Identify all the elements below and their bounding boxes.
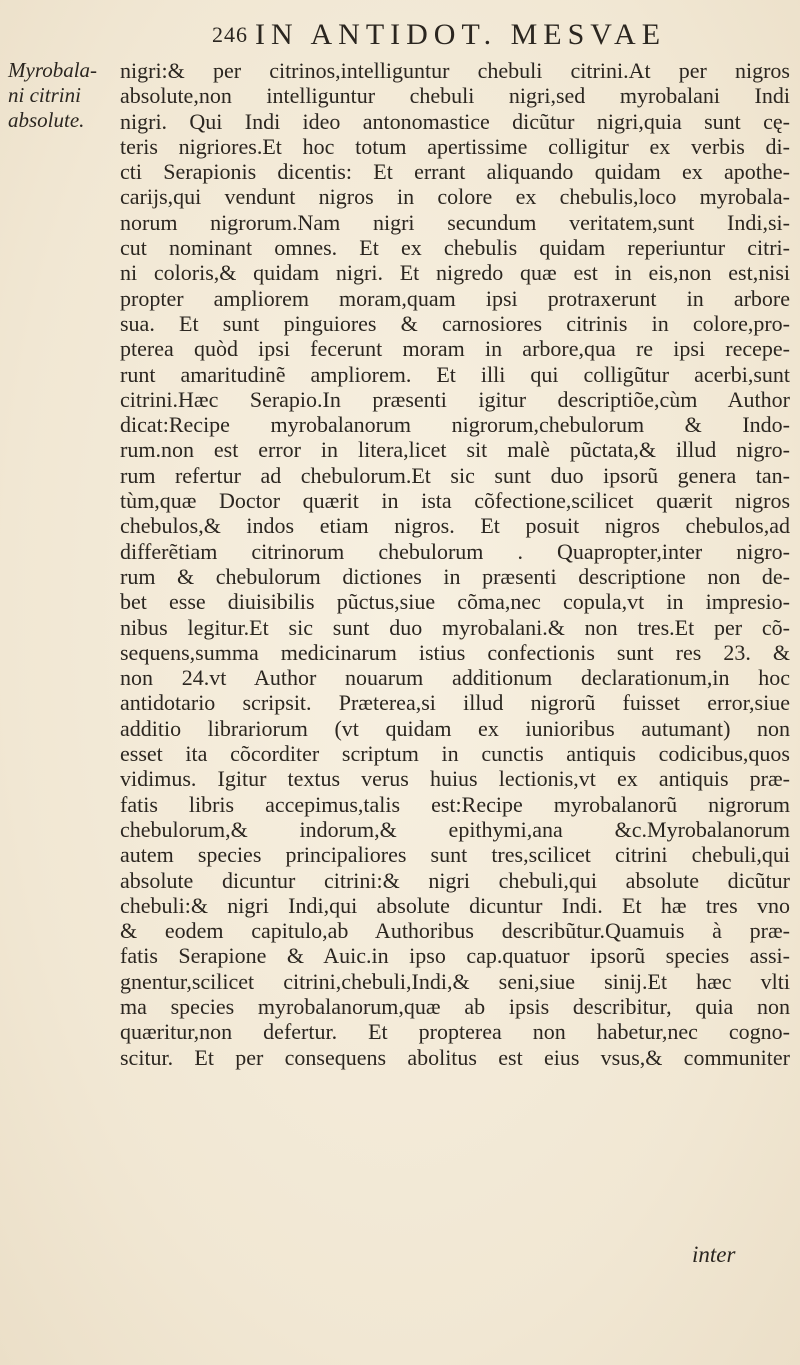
text-line: chebuli:& nigri Indi,qui absolute dicuntur Indi. Et hæ tres vno [120, 892, 790, 918]
text-line: rum refertur ad chebulorum.Et sic sunt duo ipsorũ genera tan- [120, 462, 790, 488]
text-line: differẽtiam citrinorum chebulorum . Quapropter,inter nigro- [120, 538, 790, 564]
text-line: quæritur,non defertur. Et propterea non habetur,nec cogno- [120, 1019, 790, 1045]
text-line: propter ampliorem moram,quam ipsi protraxerunt in arbore [120, 285, 790, 311]
text-line: tùm,quæ Doctor quærit in ista cõfectione,scilicet quærit nigros [120, 488, 790, 514]
text-line: & eodem capitulo,ab Authoribus describũtur.Quamuis à præ- [120, 918, 790, 944]
text-line: cti Serapionis dicentis: Et errant aliquando quidam ex apothe- [120, 159, 790, 185]
text-line: teris nigriores.Et hoc totum apertissime colligitur ex verbis di- [120, 133, 790, 159]
text-line: absolute dicuntur citrini:& nigri chebuli,qui absolute dicũtur [120, 867, 790, 893]
text-line: pterea quòd ipsi fecerunt moram in arbore,qua re ipsi recepe- [120, 336, 790, 362]
text-line: nigri:& per citrinos,intelliguntur chebuli citrini.At per nigros [120, 58, 790, 83]
text-line: sequens,summa medicinarum istius confectionis sunt res 23. & [120, 639, 790, 665]
margin-note [8, 58, 124, 133]
text-line: ni coloris,& quidam nigri. Et nigredo quæ est in eis,non est,nisi [120, 260, 790, 286]
text-line: nigri. Qui Indi ideo antonomastice dicũtur nigri,quia sunt cę- [120, 108, 790, 134]
page-number: 246 [212, 22, 248, 47]
text-line: fatis Serapione & Auic.in ipso cap.quatuor ipsorũ species assi- [120, 943, 790, 969]
catchword: inter [692, 1242, 736, 1267]
running-title: IN ANTIDOT. MESVAE [255, 18, 667, 51]
text-line: esset ita cõcorditer scriptum in cunctis antiquis codicibus,quos [120, 741, 790, 767]
text-line: sua. Et sunt pinguiores & carnosiores citrinis in colore,pro- [120, 310, 790, 336]
text-line: nibus legitur.Et sic sunt duo myrobalani.& non tres.Et per cõ- [120, 614, 790, 640]
text-line: dicat:Recipe myrobalanorum nigrorum,chebulorum & Indo- [120, 412, 790, 438]
body-text [120, 58, 790, 1070]
running-head [0, 14, 800, 54]
text-line: absolute,non intelliguntur chebuli nigri,sed myrobalani Indi [120, 83, 790, 109]
text-line: rum.non est error in litera,licet sit malè pũctata,& illud nigro- [120, 437, 790, 463]
text-line: vidimus. Igitur textus verus huius lectionis,vt ex antiquis præ- [120, 766, 790, 792]
text-line: fatis libris accepimus,talis est:Recipe myrobalanorũ nigrorum [120, 791, 790, 817]
text-line: autem species principaliores sunt tres,scilicet citrini chebuli,qui [120, 842, 790, 868]
text-line: additio librariorum (vt quidam ex iunioribus autumant) non [120, 715, 790, 741]
text-line: non 24.vt Author nouarum additionum declarationum,in hoc [120, 665, 790, 691]
margin-note-line: Myrobala- [8, 58, 98, 82]
text-line: chebulorum,& indorum,& epithymi,ana &c.Myrobalanorum [120, 816, 790, 842]
text-line: carijs,qui vendunt nigros in colore ex chebulis,loco myrobala- [120, 184, 790, 210]
text-line: chebulos,& indos etiam nigros. Et posuit nigros chebulos,ad [120, 513, 790, 539]
text-line: ma species myrobalanorum,quæ ab ipsis describitur, quia non [120, 993, 790, 1019]
text-line: norum nigrorum.Nam nigri secundum veritatem,sunt Indi,si- [120, 209, 790, 235]
text-line: cut nominant omnes. Et ex chebulis quidam reperiuntur citri- [120, 235, 790, 261]
text-line: gnentur,scilicet citrini,chebuli,Indi,& seni,siue sinij.Et hæc vlti [120, 968, 790, 994]
margin-note-line: absolute. [8, 108, 85, 132]
text-line: runt amaritudinẽ ampliorem. Et illi qui colligũtur acerbi,sunt [120, 361, 790, 387]
text-line: citrini.Hæc Serapio.In præsenti igitur descriptiõe,cùm Author [120, 386, 790, 412]
text-line: bet esse diuisibilis pũctus,siue cõma,nec copula,vt in impresio- [120, 589, 790, 615]
margin-note-line: ni citrini [8, 83, 81, 107]
text-line: rum & chebulorum dictiones in præsenti descriptione non de- [120, 563, 790, 589]
text-line: scitur. Et per consequens abolitus est eius vsus,& communiter [120, 1044, 790, 1070]
text-line: antidotario scripsit. Præterea,si illud nigrorũ fuisset error,siue [120, 690, 790, 716]
